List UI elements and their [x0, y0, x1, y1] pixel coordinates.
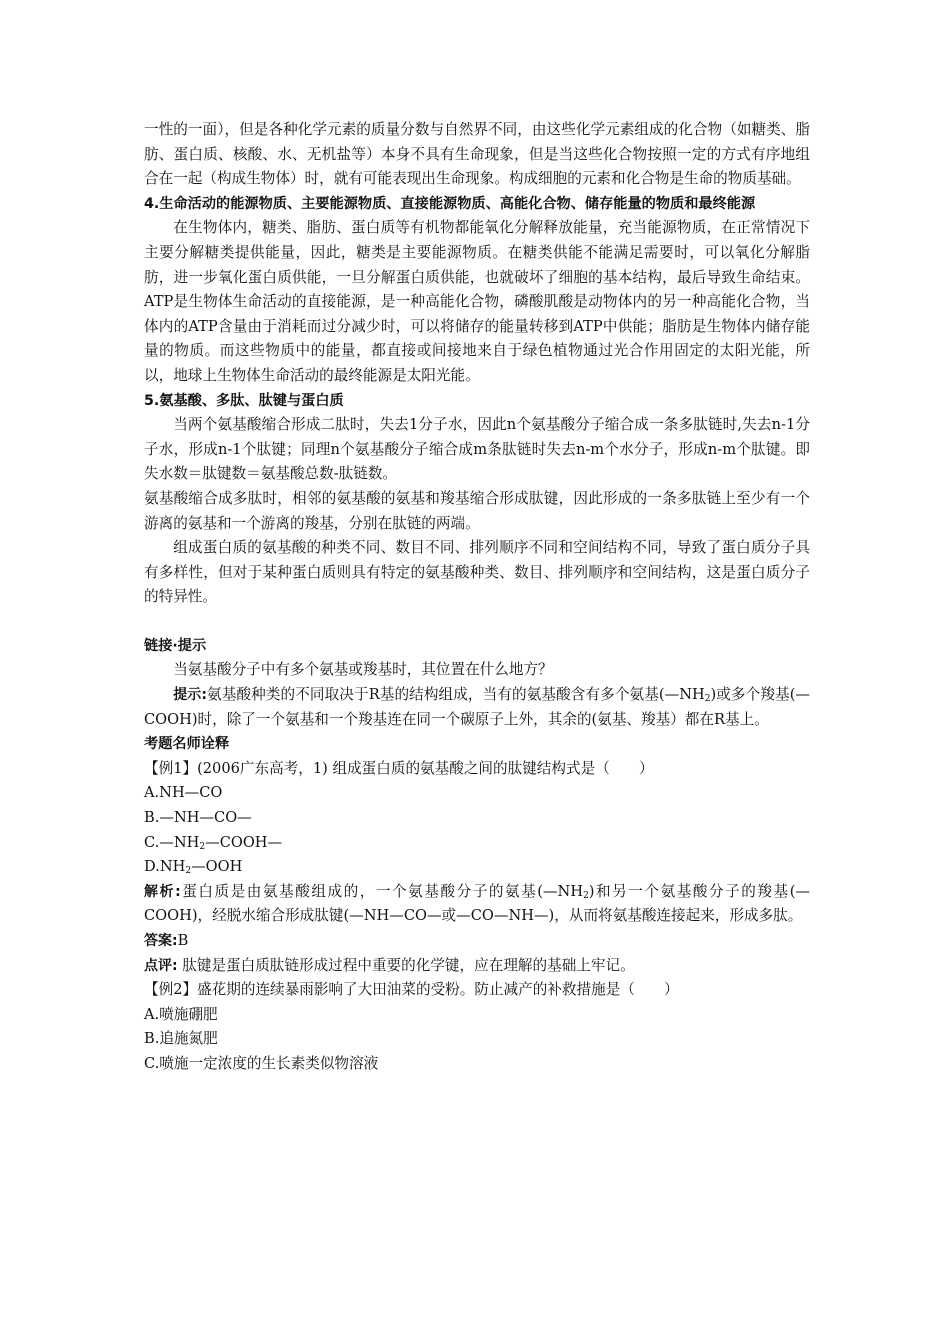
example2-option-b: B.追施氮肥 [144, 1030, 218, 1048]
example1-answer [144, 929, 810, 954]
section5-heading: 5.氨基酸、多肽、肽键与蛋白质 [144, 392, 344, 409]
answer-value: B [177, 932, 189, 949]
analysis-text-a: 蛋白质是由氨基酸组成的，一个氨基酸分子的氨基(—NH [180, 882, 584, 900]
example1-option-c [144, 831, 810, 856]
section4-paragraph: 在生物体内，糖类、脂肪、蛋白质等有机物都能氧化分解释放能量，充当能源物质，在正常情况下主要分解糖类提供能量，因此，糖类是主要能源物质。在糖类供能不能满足需要时，可以氧化分解脂肪，进一步氧化蛋白质供能，一旦分解蛋白质供能，也就破坏了细胞的基本结构，最后导致生命结束。ATP是生物体生命活动的直接能源，是一种高能化合物，磷酸肌酸是动物体内的另一种高能化合物，当体内的ATP含量由于消耗而过分减少时，可以将储存的能量转移到ATP中供能；脂肪是生物体内储存能量的物质。而这些物质中的能量，都直接或间接地来自于绿色植物通过光合作用固定的太阳光能，所以，地球上生物体生命活动的最终能源是太阳光能。 [144, 219, 810, 384]
option-d-text-a: D.NH [144, 858, 186, 876]
example2-option-c: C.喷施一定浓度的生长素类似物溶液 [144, 1054, 379, 1072]
option-c-text-a: C.—NH [144, 833, 200, 851]
hint-text-b: )或多个羧基(—COOH)时，除了一个氨基和一个羧基连在同一个碳原子上外，其余的(氨基、羧基）都在R基上。 [144, 686, 810, 728]
exam-heading: 考题名师诠释 [144, 736, 230, 753]
intro-paragraph: 一性的一面），但是各种化学元素的质量分数与自然界不同，由这些化学元素组成的化合物（如糖类、脂肪、蛋白质、核酸、水、无机盐等）本身不具有生命现象，但是当这些化合物按照一定的方式有序地组合在一起（构成生物体）时，就有可能表现出生命现象。构成细胞的元素和化合物是生命的物质基础。 [144, 121, 810, 188]
option-c-text-b: —COOH— [205, 833, 283, 851]
option-d-text-b: —OOH [191, 858, 243, 876]
example2-option-a: A.喷施硼肥 [144, 1005, 218, 1023]
section5-paragraph-1: 当两个氨基酸缩合形成二肽时，失去1分子水，因此n个氨基酸分子缩合成一条多肽链时,失去n-1分子水，形成n-1个肽键；同理n个氨基酸分子缩合成m条肽链时失去n-m个水分子，形成n-m个肽键。即失水数＝肽键数＝氨基酸总数-肽链数。 [144, 416, 810, 483]
answer-label: 答案: [144, 933, 178, 949]
option-c-subscript: 2 [199, 841, 206, 852]
option-d-subscript: 2 [185, 866, 192, 877]
section4-heading: 4.生命活动的能源物质、主要能源物质、直接能源物质、高能化合物、储存能量的物质和最终能源 [144, 195, 756, 212]
section5-paragraph-3: 组成蛋白质的氨基酸的种类不同、数目不同、排列顺序不同和空间结构不同，导致了蛋白质分子具有多样性，但对于某种蛋白质则具有特定的氨基酸种类、数目、排列顺序和空间结构，这是蛋白质分子的特异性。 [144, 539, 810, 606]
example1-label: 【例1】 [144, 759, 198, 777]
analysis-text-b: )和另一个氨基酸分子的羧基(—COOH)，经脱水缩合形成肽键(—NH—CO—或—CO—NH—)，从而将氨基酸连接起来，形成多肽。 [144, 882, 810, 925]
comment-text: 肽键是蛋白质肽链形成过程中重要的化学键，应在理解的基础上牢记。 [177, 956, 635, 974]
example1-analysis [144, 880, 810, 929]
example1-comment [144, 954, 810, 979]
comment-label: 点评: [144, 957, 178, 974]
analysis-label: 解析: [144, 883, 181, 900]
example2-stem [144, 978, 810, 1003]
hint-subscript: 2 [704, 694, 711, 705]
link-question: 当氨基酸分子中有多个氨基或羧基时，其位置在什么地方？ [173, 661, 553, 679]
spacer [144, 610, 810, 634]
example1-option-d [144, 855, 810, 880]
example2-question: 盛花期的连续暴雨影响了大田油菜的受粉。防止减产的补救措施是（ ） [197, 981, 679, 999]
analysis-subscript: 2 [583, 890, 589, 901]
link-heading: 链接·提示 [144, 637, 207, 654]
example1-option-a: A.NH—CO [144, 784, 223, 802]
document-page [144, 118, 810, 1077]
link-hint [144, 683, 810, 732]
example1-question: (2006广东高考，1) 组成蛋白质的氨基酸之间的肽键结构式是（ ） [197, 759, 654, 777]
section5-paragraph-2: 氨基酸缩合成多肽时，相邻的氨基酸的氨基和羧基缩合形成肽键，因此形成的一条多肽链上至少有一个游离的氨基和一个游离的羧基，分别在肽链的两端。 [144, 489, 810, 532]
example1-option-b: B.—NH—CO— [144, 809, 252, 827]
example2-label: 【例2】 [144, 981, 198, 999]
example1-stem [144, 757, 810, 782]
hint-label: 提示: [173, 687, 207, 704]
hint-text-a: 氨基酸种类的不同取决于R基的结构组成，当有的氨基酸含有多个氨基(—NH [206, 686, 705, 704]
